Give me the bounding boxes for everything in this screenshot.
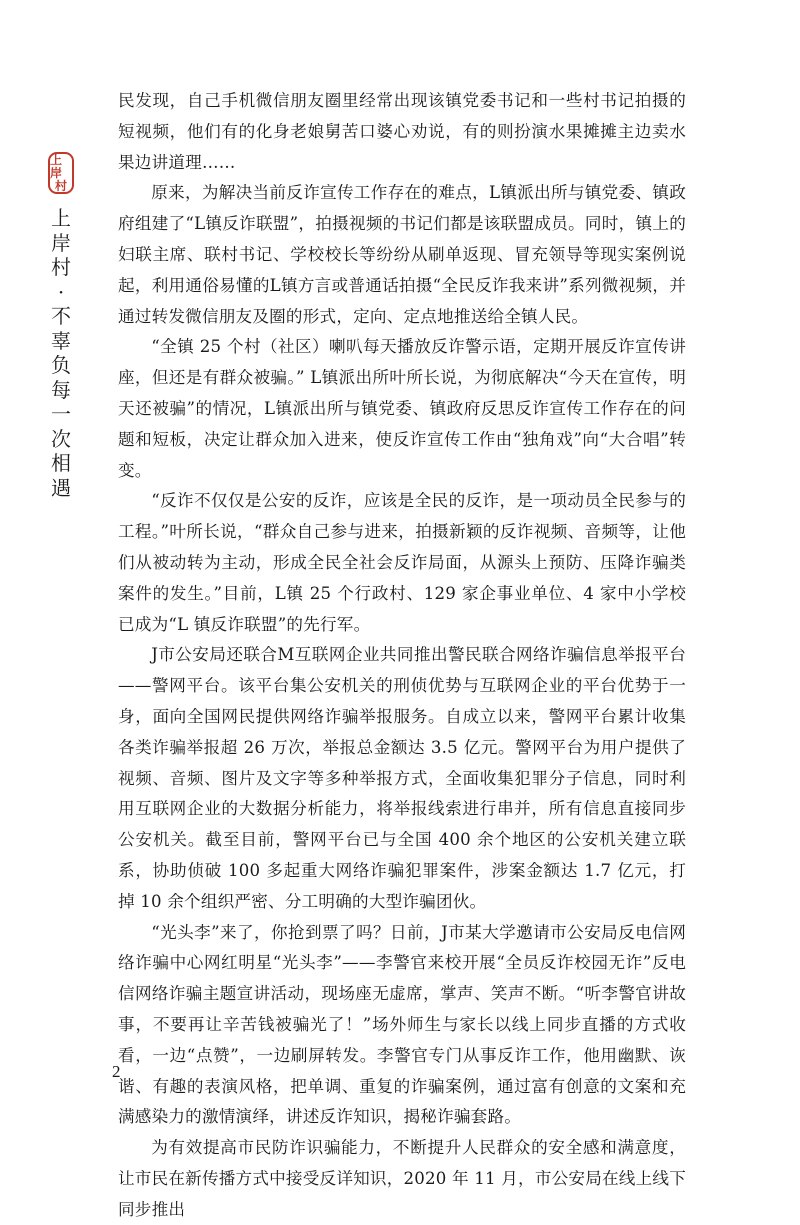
paragraph-police-net-platform: J市公安局还联合M互联网企业共同推出警民联合网络诈骗信息举报平台——警网平台。该平台集公安机关的刑侦优势与互联网企业的平台优势于一身，面向全国网民提供网络诈骗举报服务。自成立以来，警网平台累计收集各类诈骗举报超 26 万次，举报总金额达 3.5 亿元。警网平台为用户提供了视频、音频、图片及文字等多种举报方式，全面收集犯罪分子信息，同时利用互联网企业的大数据分析能力，将举报线索进行串并，所有信息直接同步公安机关。截至目前，警网平台已与全国 400 余个地区的公安机关建立联系，协助侦破 100 多起重大网络诈骗犯罪案件，涉案金额达 1.7 亿元，打掉 10 余个组织严密、分工明确的大型诈骗团伙。 xyxy=(118,645,686,911)
page-number: 2 xyxy=(112,1062,121,1081)
side-title-char: 次 xyxy=(51,426,71,451)
side-title-char: 一 xyxy=(51,402,71,426)
side-title-char: 遇 xyxy=(51,475,71,500)
side-title-char: 辜 xyxy=(51,328,71,353)
paragraph-bald-li: “光头李”来了，你抢到票了吗？日前，J市某大学邀请市公安局反电信网络诈骗中心网红明星“光头李”——李警官来校开展“全员反诈校园无诈”反电信网络诈骗主题宣讲活动，现场座无虚席，掌声、笑声不断。“听李警官讲故事，不要再让辛苦钱被骗光了！”场外师生与家长以线上同步直播的方式收看，一边“点赞”，一边刷屏转发。李警官专门从事反诈工作，他用幽默、诙谐、有趣的表演风格，把单调、重复的诈骗案例，通过富有创意的文案和充满感染力的激情演绎，讲述反诈知识，揭秘诈骗套路。 xyxy=(118,922,686,1127)
side-seal-stamp xyxy=(48,152,74,194)
side-title-char: 相 xyxy=(51,451,71,475)
side-title-char: 负 xyxy=(51,353,71,377)
side-title-char: 村 xyxy=(51,255,71,279)
side-title-char: 上 xyxy=(51,206,71,230)
paragraph-improve-ability: 为有效提高市民防诈识骗能力，不断提升人民群众的安全感和满意度，让市民在新传播方式中接受反详知识，2020 年 11 月，市公安局在线上线下同步推出 xyxy=(118,1138,686,1219)
paragraph-whole-people: “反诈不仅仅是公安的反诈，应该是全民的反诈，是一项动员全民参与的工程。”叶所长说，“群众自己参与进来，拍摄新颖的反诈视频、音频等，让他们从被动转为主动，形成全民全社会反诈局面，从源头上预防、压降诈骗类案件的发生。”目前，L镇 25 个行政村、129 家企事业单位、4 家中小学校已成为“L 镇反诈联盟”的先行军。 xyxy=(118,491,686,634)
body-text xyxy=(118,86,686,1225)
side-running-title xyxy=(48,206,74,500)
paragraph-l-town-alliance: 原来，为解决当前反诈宣传工作存在的难点，L镇派出所与镇党委、镇政府组建了“L镇反诈联盟”，拍摄视频的书记们都是该联盟成员。同时，镇上的妇联主席、联村书记、学校校长等纷纷从刷单返现、冒充领导等现实案例说起，利用通俗易懂的L镇方言或普通话拍摄“全民反诈我来讲”系列微视频，并通过转发微信朋友及圈的形式，定向、定点地推送给全镇人民。 xyxy=(118,183,686,326)
side-title-char: 岸 xyxy=(51,230,71,255)
side-seal-line1: 上岸 xyxy=(50,152,63,180)
side-title-char: 每 xyxy=(51,377,71,402)
paragraph-continued: 民发现，自己手机微信朋友圈里经常出现该镇党委书记和一些村书记拍摄的短视频，他们有的化身老娘舅苦口婆心劝说，有的则扮演水果摊摊主边卖水果边讲道理…… xyxy=(118,91,686,172)
side-title-char: · xyxy=(57,279,65,304)
side-seal-line2: 村 xyxy=(54,178,67,193)
paragraph-village-broadcast: “全镇 25 个村（社区）喇叭每天播放反诈警示语，定期开展反诈宣传讲座，但还是有群众被骗。” L镇派出所叶所长说，为彻底解决“今天在宣传，明天还被骗”的情况，L镇派出所与镇党委、镇政府反思反诈宣传工作存在的问题和短板，决定让群众加入进来，使反诈宣传工作由“独角戏”向“大合唱”转变。 xyxy=(118,337,686,480)
side-title-char: 不 xyxy=(51,304,71,328)
